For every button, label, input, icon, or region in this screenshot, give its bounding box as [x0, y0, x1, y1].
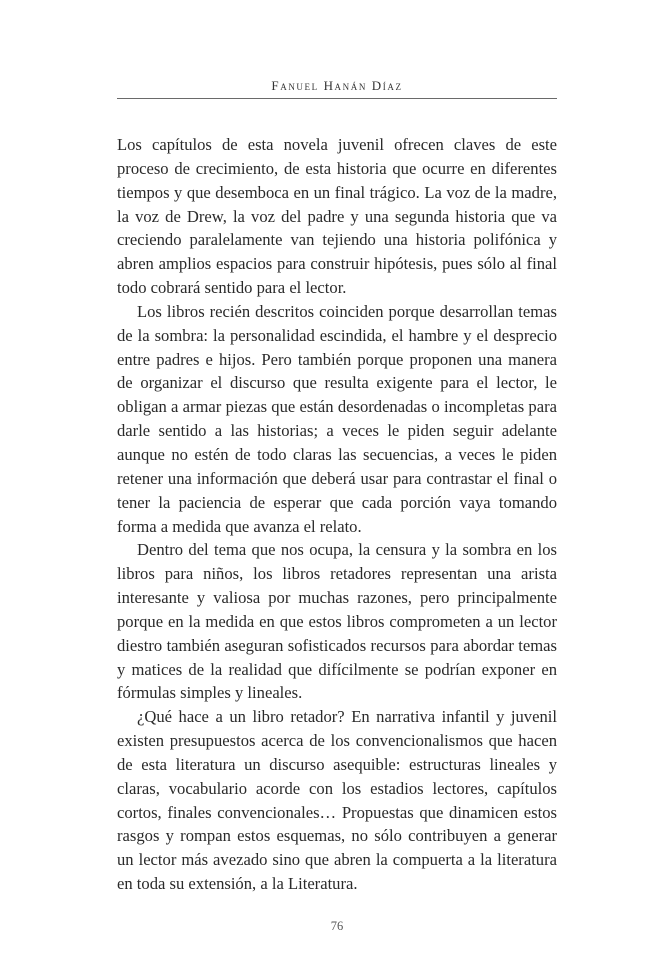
page-number: 76 — [330, 919, 344, 933]
paragraph-2: Los libros recién descritos coinciden porque desarrollan temas de la sombra: la personalidad escindida, el hambre y el desprecio entre padres e hijos. Pero también porque proponen una manera de organizar el discurso que resulta exigente para el lector, le obligan a armar piezas que están desordenadas o incompletas para darle sentido a las historias; a veces le piden seguir adelante aunque no estén de todo claras las secuencias, a veces le piden retener una información que deberá usar para contrastar el final o tener la paciencia de esperar que cada porción vaya tomando forma a medida que avanza el relato. — [117, 301, 557, 536]
paragraph-3: Dentro del tema que nos ocupa, la censura y la sombra en los libros para niños, los libros retadores representan una arista interesante y valiosa por muchas razones, pero principalmente porque en la medida en que estos libros comprometen a un lector diestro también aseguran sofisticados recursos para abordar temas y matices de la realidad que difícilmente se podrían exponer en fórmulas simples y lineales. — [117, 540, 557, 703]
header-rule — [117, 98, 557, 99]
body-text — [117, 133, 557, 896]
running-head-author: Fanuel Hanán Díaz — [271, 78, 403, 93]
paragraph-1: Los capítulos de esta novela juvenil ofrecen claves de este proceso de crecimiento, de esta historia que ocurre en diferentes tiempos y que desemboca en un final trágico. La voz de la madre, la voz de Drew, la voz del padre y una segunda historia que va creciendo paralelamente van tejiendo una historia polifónica y abren amplios espacios para construir hipótesis, pues sólo al final todo cobrará sentido para el lector. — [117, 135, 557, 298]
paragraph-4: ¿Qué hace a un libro retador? En narrativa infantil y juvenil existen presupuestos acerca de los convencionalismos que hacen de esta literatura un discurso asequible: estructuras lineales y claras, vocabulario acorde con los estadios lectores, capítulos cortos, finales convencionales… Propuestas que dinamicen estos rasgos y rompan estos esquemas, no sólo contribuyen a generar un lector más avezado sino que abren la compuerta a la literatura en toda su extensión, a la Literatura. — [117, 707, 557, 894]
